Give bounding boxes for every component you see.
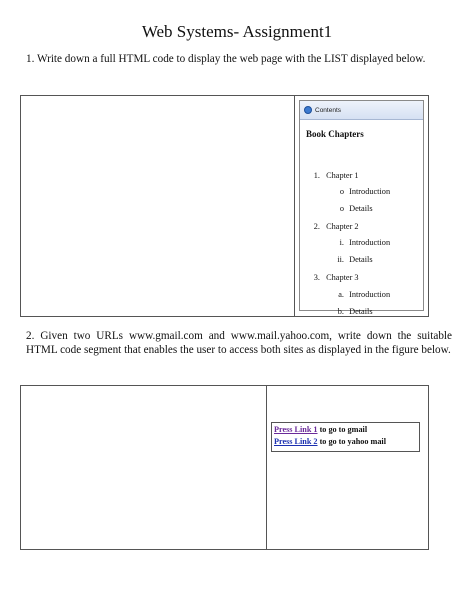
list-item-label: Introduction [349,290,391,299]
list-item-label: Details [349,255,373,264]
link-row-1 [274,424,417,436]
link-1-suffix: to go to gmail [317,425,368,434]
window-content [300,129,423,316]
list-item-label: Details [349,307,373,316]
links-panel [271,422,420,452]
list-marker: 2. [313,222,320,231]
list-item-label: Introduction [349,187,391,196]
table-divider [266,386,267,549]
chapter-label: Chapter 2 [326,222,359,231]
list-item-label: Introduction [349,238,391,247]
list-marker: o [339,204,344,213]
list-marker: a. [338,290,344,299]
list-item [336,307,373,316]
window-title: Contents [315,106,342,114]
link-row-2 [274,436,417,448]
table-divider [294,96,295,316]
press-link-2[interactable]: Press Link 2 [274,436,318,446]
browser-window-screenshot [299,100,424,316]
link-2-suffix: to go to yahoo mail [317,436,386,446]
figure-2-table [20,385,429,550]
window-title-bar [300,101,423,120]
chapter-1-item [312,171,359,180]
list-marker: ii. [337,255,344,264]
figure-1-table [20,95,429,317]
list-item [336,238,390,247]
list-item [336,255,373,264]
chapter-label: Chapter 1 [326,171,359,180]
press-link-1[interactable]: Press Link 1 [274,425,318,434]
chapter-3-item [312,273,359,282]
list-marker: 1. [313,171,320,180]
chapter-label: Chapter 3 [326,273,359,282]
list-item [336,187,390,196]
list-marker: b. [337,307,344,316]
page-title: Web Systems- Assignment1 [141,22,333,41]
list-item [336,290,390,299]
list-marker: o [339,187,344,196]
browser-globe-icon [304,106,312,114]
list-item [336,204,373,213]
list-marker: 3. [313,273,320,282]
question-2-text: 2. Given two URLs www.gmail.com and www.mail.yahoo.com, write down the suitable HTML code segment that enables the user to access both sites as displayed in the figure below. [26,330,452,356]
list-heading: Book Chapters [306,129,364,139]
list-item-label: Details [349,204,373,213]
chapter-2-item [312,222,359,231]
question-1-text: 1. Write down a full HTML code to display the web page with the LIST displayed below. [26,53,426,65]
list-marker: i. [339,238,344,247]
